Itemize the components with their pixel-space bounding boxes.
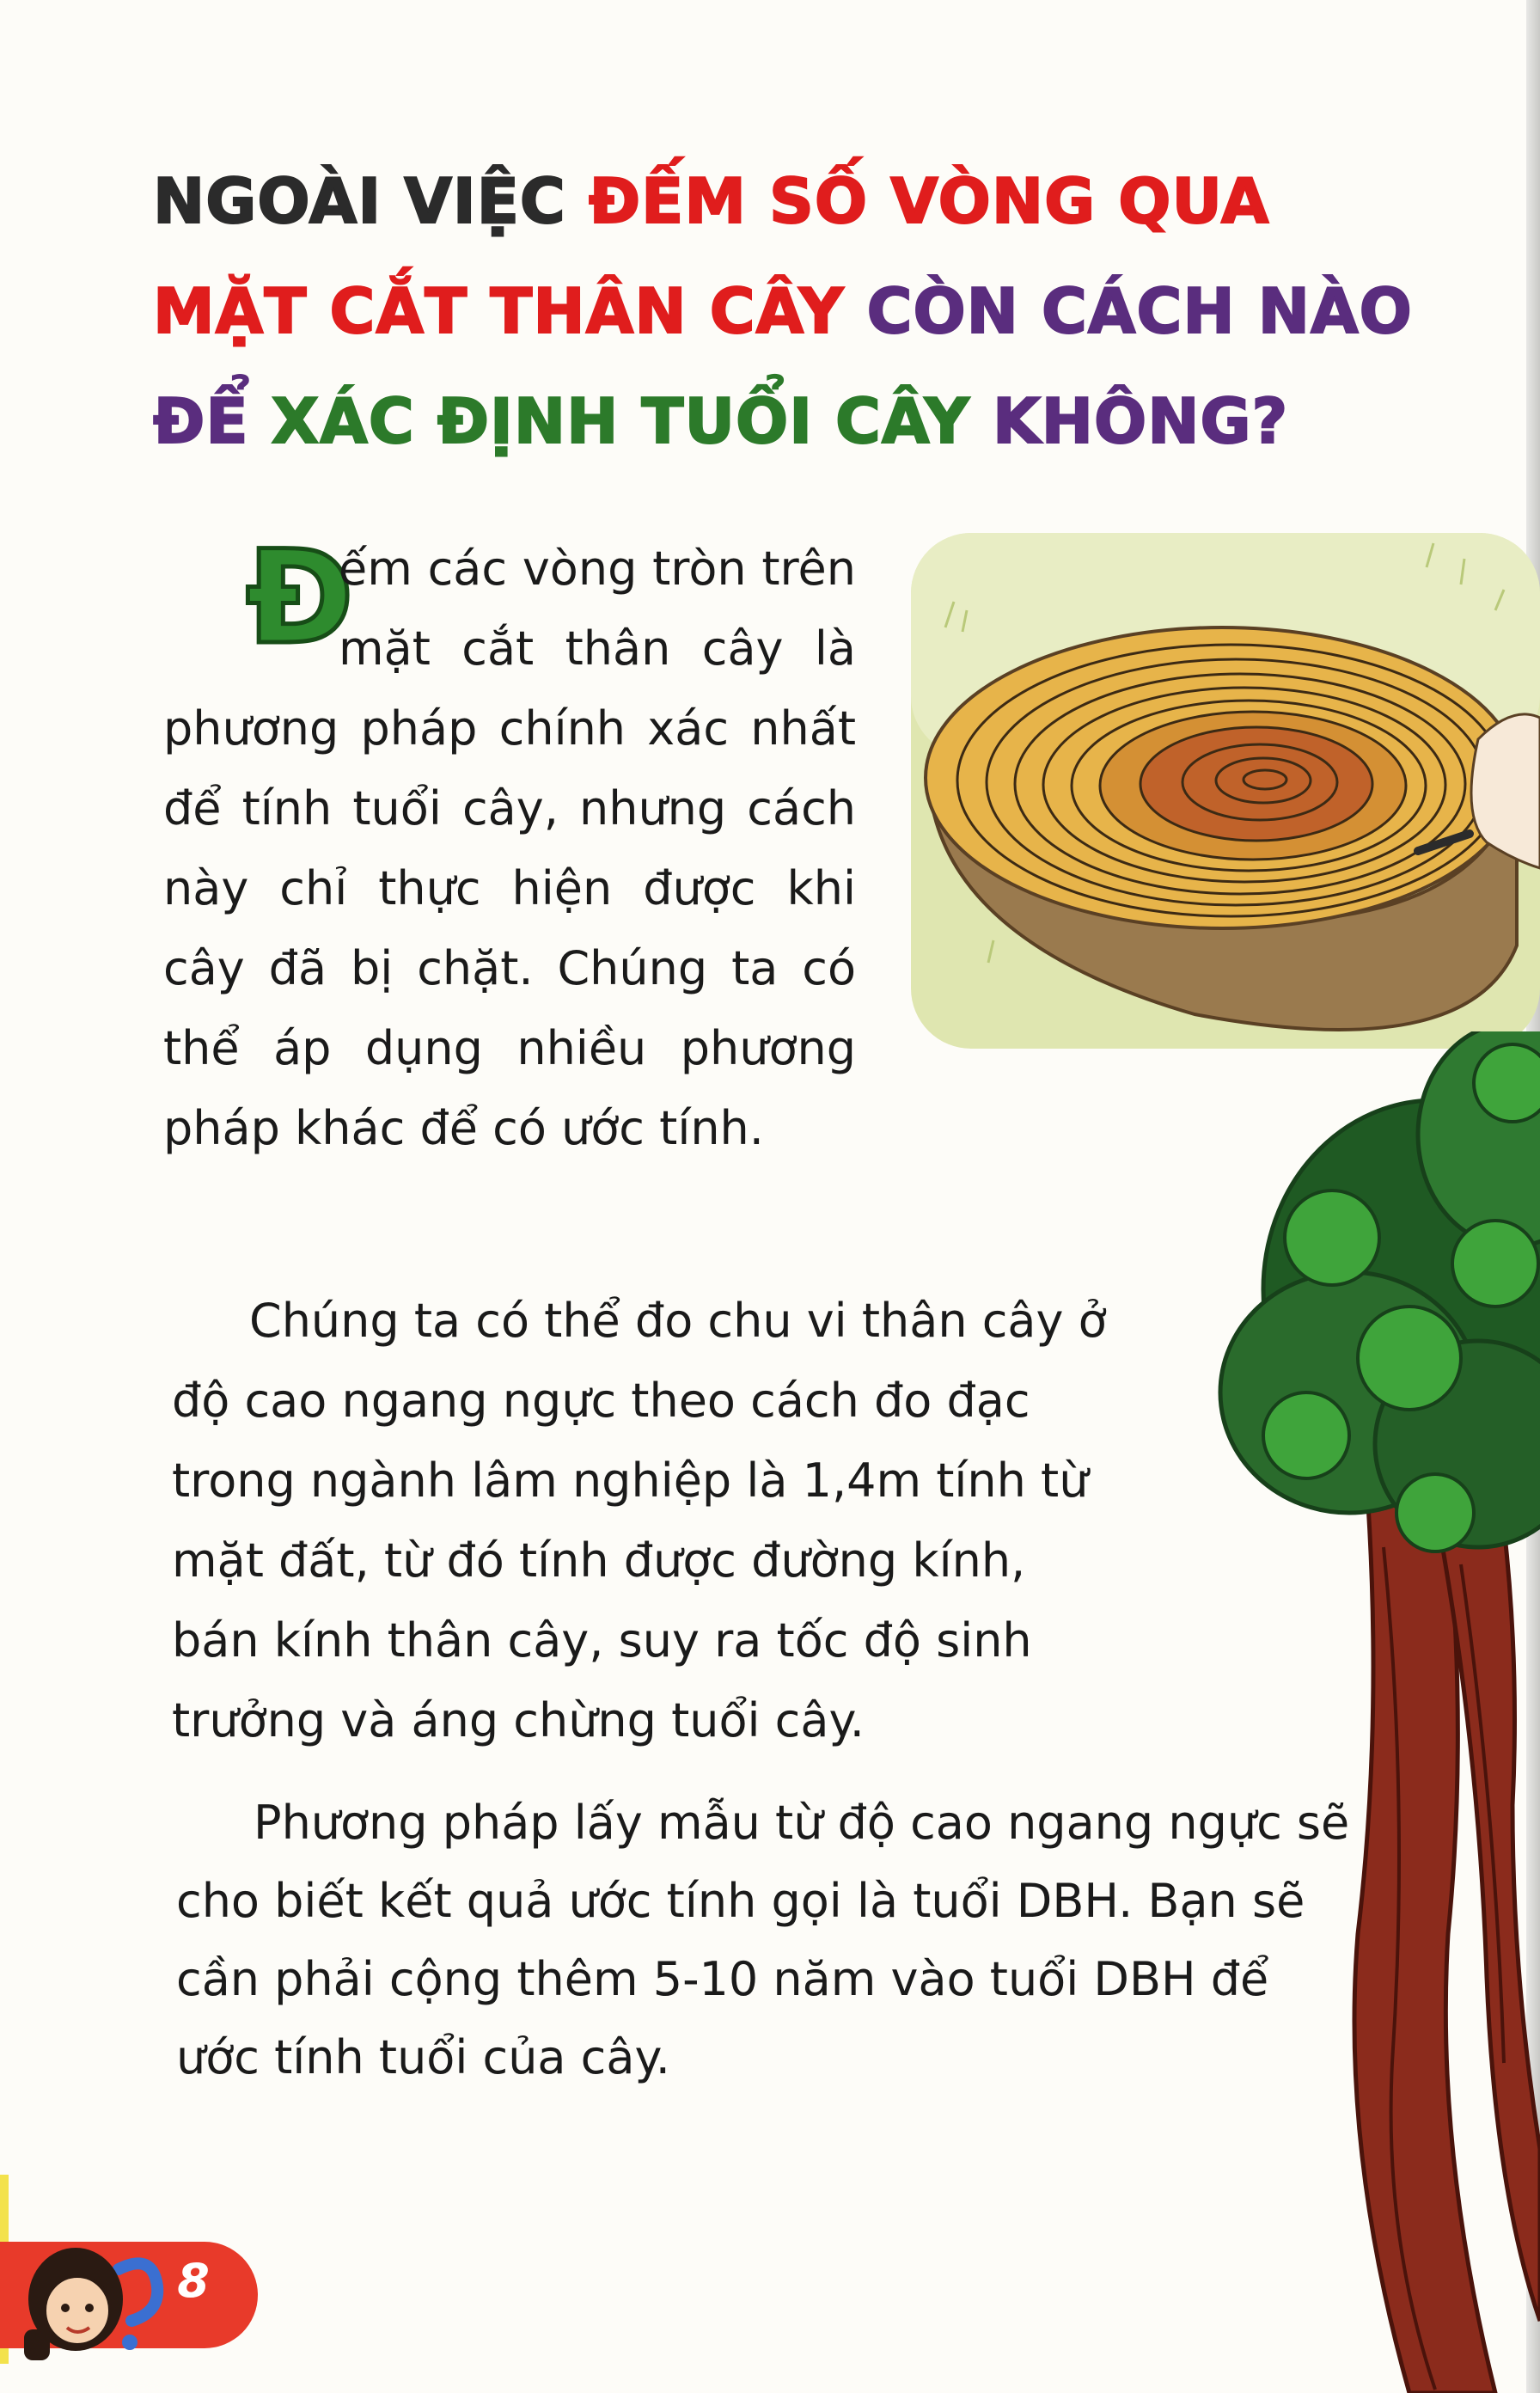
paragraph-2: Chúng ta có thể đo chu vi thân cây ở độ cao ngang ngực theo cách đo đạc trong ngành lâm nghiệp là 1,4m tính từ mặt đất, từ đó tính được đường kính, bán kính thân cây, suy ra tốc độ sinh trưởng và áng chừng tuổi cây. (172, 1294, 1107, 1747)
heading-part-2: ĐẾM SỐ VÒNG QUA MẶT CẮT THÂN CÂY (153, 165, 1270, 347)
paragraph-1-text: ếm các vòng tròn trên mặt cắt thân cây là phương pháp chính xác nhất để tính tuổi cây, nhưng cách này chỉ thực hiện được khi cây đã bị chặt. Chúng ta có thể áp dụng nhiều phương pháp khác để có ước tính. (163, 542, 856, 1155)
dropcap-letter: Đ (246, 523, 354, 673)
page-heading (153, 146, 1442, 476)
heading-part-5: KHÔNG? (969, 385, 1289, 457)
page-number: 8 (177, 2254, 210, 2308)
heading-part-1: NGOÀI VIỆC (153, 165, 589, 237)
paragraph-1 (163, 523, 856, 1168)
heading-part-3: CÒN CÁCH NÀO ĐỂ (153, 275, 1413, 457)
tree-stump-rings-illustration (911, 533, 1540, 1049)
mascot-girl-icon (15, 2235, 170, 2364)
tree-illustration (1152, 1031, 1540, 2393)
paragraph-3: Phương pháp lấy mẫu từ độ cao ngang ngực sẽ cho biết kết quả ước tính gọi là tuổi DBH. Bạn sẽ cần phải cộng thêm 5-10 năm vào tuổi DBH để ước tính tuổi của cây. (176, 1796, 1350, 2084)
heading-part-4: XÁC ĐỊNH TUỔI CÂY (271, 385, 970, 457)
